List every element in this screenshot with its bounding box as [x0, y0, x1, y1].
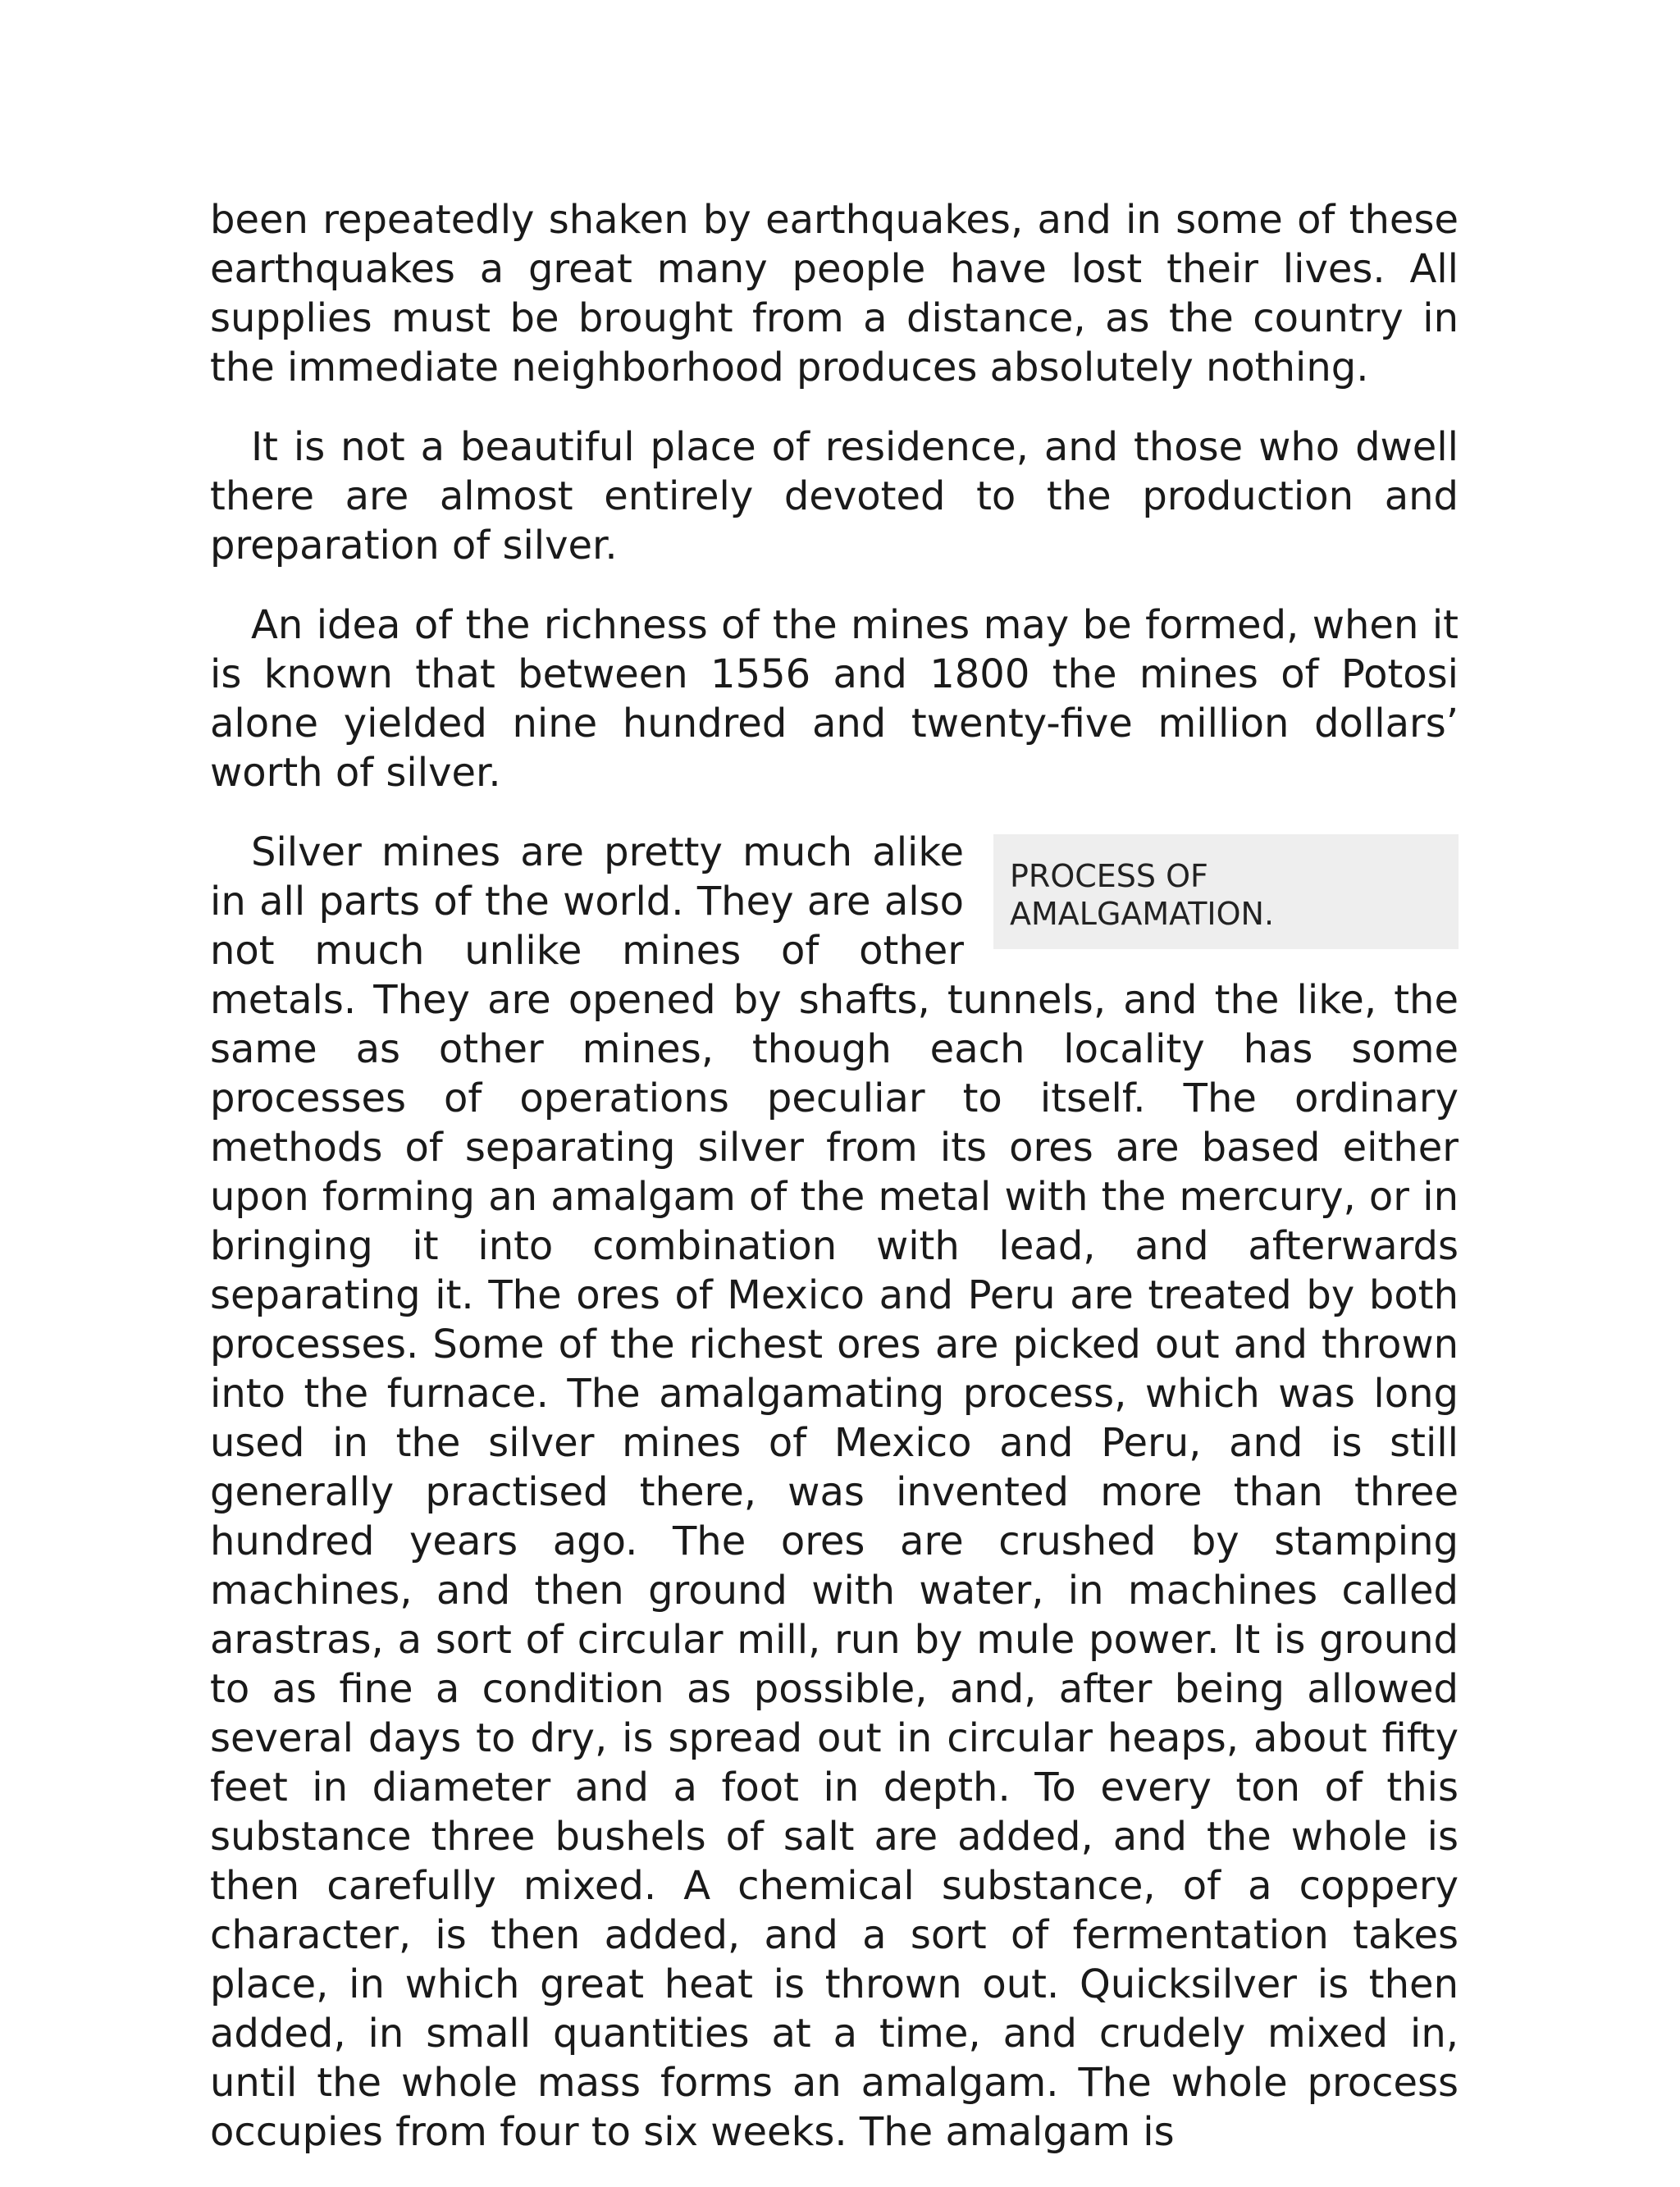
document-page — [210, 195, 1459, 2187]
margin-sidenote: PROCESS OF AMALGAMATION. — [993, 834, 1459, 949]
paragraph-3: An idea of the richness of the mines may be formed, when it is known that between 1556 and 1800 the mines of Potosi alone yielded nine hundred and twenty-five million dollars’ worth of silver. — [210, 602, 1459, 796]
paragraph-4: Silver mines are pretty much alike in all parts of the world. They are also not much unlike mines of other metals. They are opened by shafts, tunnels, and the like, the same as other mines, though each locality has some processes of operations peculiar to itself. The ordinary methods of separating silver from its ores are based either upon forming an amalgam of the metal with the mercury, or in bringing it into combination with lead, and afterwards separating it. The ores of Mexico and Peru are treated by both processes. Some of the richest ores are picked out and thrown into the furnace. The amalgamating process, which was long used in the silver mines of Mexico and Peru, and is still generally practised there, was invented more than three hundred years ago. The ores are crushed by stamping machines, and then ground with water, in machines called arastras, a sort of circular mill, run by mule power. It is ground to as fine a condition as possible, and, after being allowed several days to dry, is spread out in circular heaps, about fifty feet in diameter and a foot in depth. To every ton of this substance three bushels of salt are added, and the whole is then carefully mixed. A chemical substance, of a coppery character, is then added, and a sort of fermentation takes place, in which great heat is thrown out. Quicksilver is then added, in small quantities at a time, and crudely mixed in, until the whole mass forms an amalgam. The whole process occupies from four to six weeks. The amalgam is — [210, 829, 1459, 2155]
paragraph-1: been repeatedly shaken by earthquakes, and in some of these earthquakes a great many people have lost their lives. All supplies must be brought from a distance, as the country in the immediate neighborhood produces absolutely nothing. — [210, 197, 1459, 390]
paragraph-4-block — [210, 828, 1459, 2157]
paragraph-2: It is not a beautiful place of residence, and those who dwell there are almost entirely devoted to the production and preparation of silver. — [210, 424, 1459, 568]
